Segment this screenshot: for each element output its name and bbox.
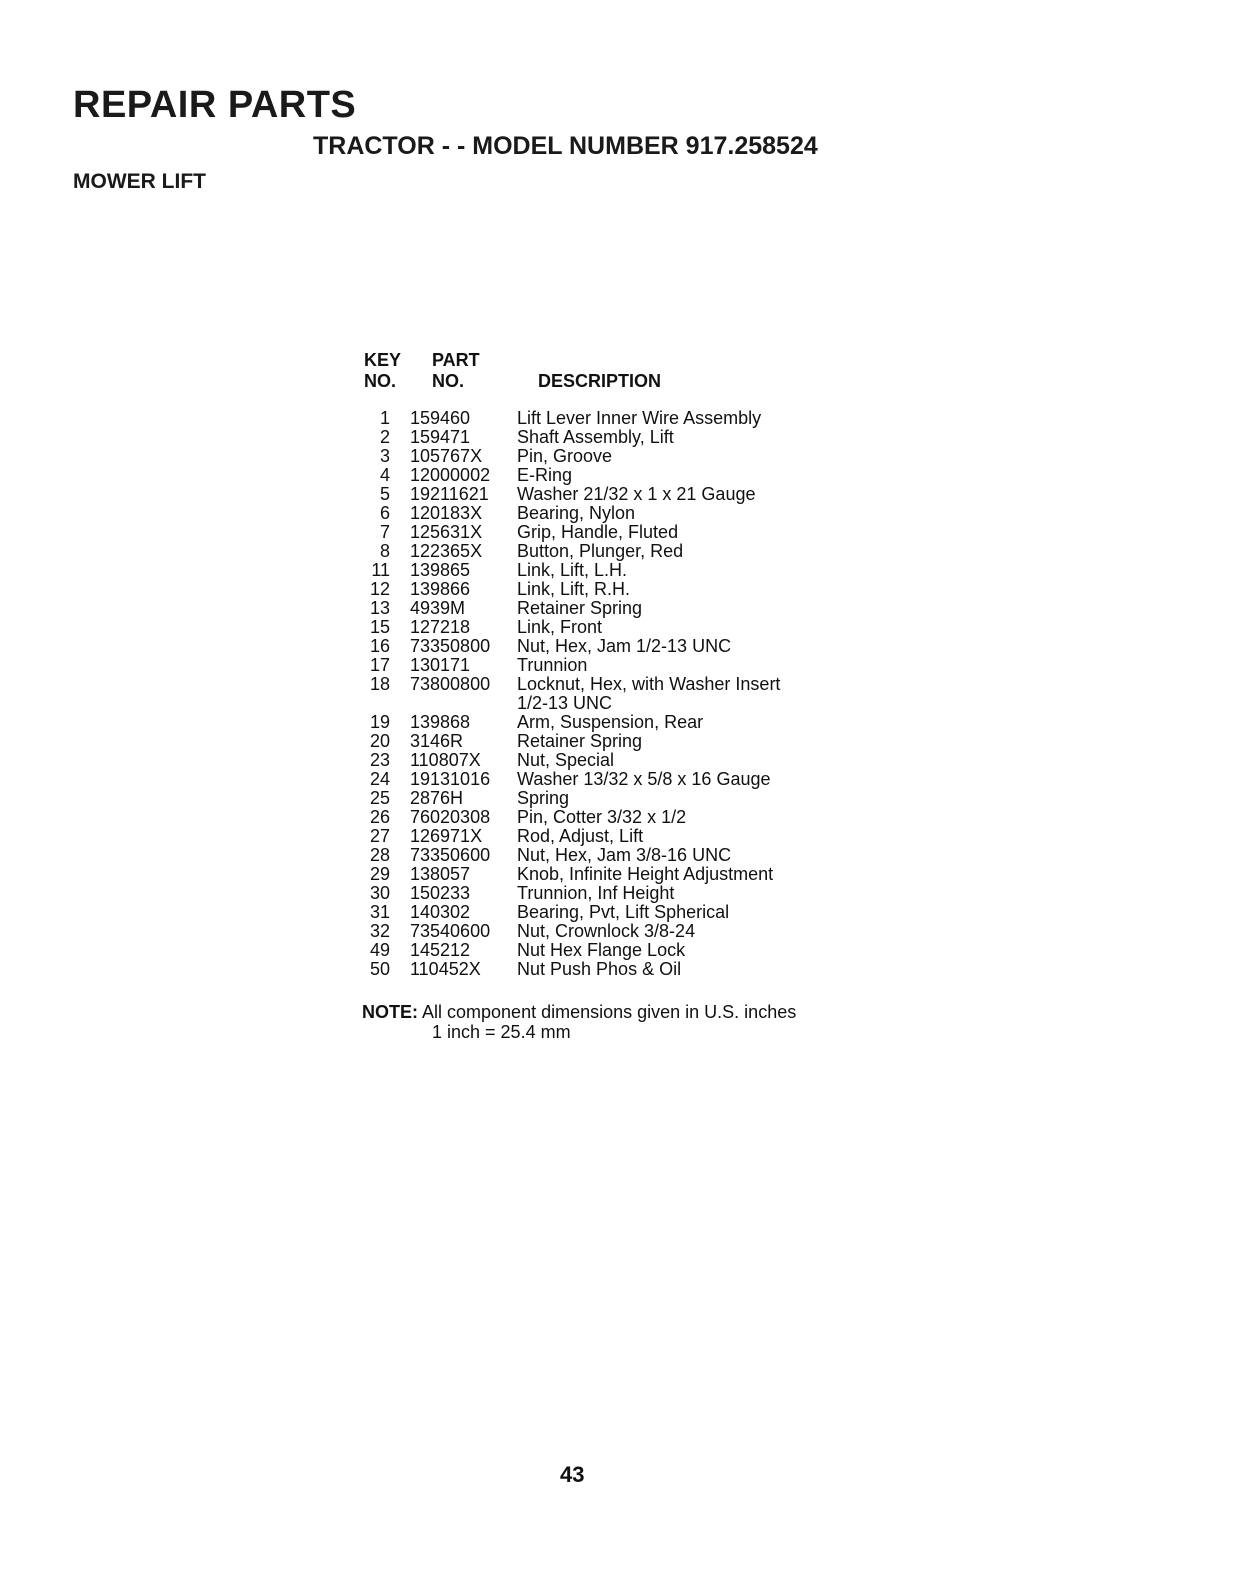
part-description xyxy=(517,504,860,523)
part-description xyxy=(517,808,860,827)
table-row xyxy=(360,485,860,504)
part-number: 139868 xyxy=(410,712,471,732)
part-number: 120183X xyxy=(410,503,483,523)
description-line: Washer 13/32 x 5/8 x 16 Gauge xyxy=(517,769,771,789)
part-number: 76020308 xyxy=(410,807,491,827)
description-line: Nut Hex Flange Lock xyxy=(517,940,686,960)
table-row xyxy=(360,428,860,447)
part-description xyxy=(517,903,860,922)
part-description xyxy=(517,656,860,675)
part-number: 159460 xyxy=(410,408,471,428)
part-number: 139866 xyxy=(410,579,471,599)
key-number: 28 xyxy=(369,845,390,865)
part-description xyxy=(517,466,860,485)
description-line: Button, Plunger, Red xyxy=(517,541,684,561)
description-line: Link, Lift, R.H. xyxy=(517,579,631,599)
description-header: DESCRIPTION xyxy=(538,371,662,391)
key-number: 24 xyxy=(369,769,390,789)
table-row xyxy=(360,941,860,960)
part-number: 127218 xyxy=(410,617,471,637)
part-number: 159471 xyxy=(410,427,471,447)
part-description xyxy=(517,428,860,447)
key-number: 19 xyxy=(369,712,390,732)
part-description xyxy=(517,618,860,637)
description-line: Nut, Crownlock 3/8-24 xyxy=(517,921,696,941)
table-row xyxy=(360,675,860,713)
description-line: Retainer Spring xyxy=(517,598,643,618)
description-line: 1/2-13 UNC xyxy=(517,693,613,713)
description-line: Grip, Handle, Fluted xyxy=(517,522,679,542)
part-description xyxy=(517,846,860,865)
key-number: 27 xyxy=(369,826,390,846)
part-description xyxy=(517,713,860,732)
table-row xyxy=(360,713,860,732)
key-number: 32 xyxy=(369,921,390,941)
key-number: 15 xyxy=(369,617,390,637)
part-number: 110807X xyxy=(410,750,481,770)
key-number: 12 xyxy=(369,579,390,599)
description-line: Bearing, Pvt, Lift Spherical xyxy=(517,902,730,922)
table-row xyxy=(360,751,860,770)
description-line: Link, Lift, L.H. xyxy=(517,560,628,580)
table-row xyxy=(360,884,860,903)
key-number: 23 xyxy=(369,750,390,770)
part-description xyxy=(517,751,860,770)
part-number: 73540600 xyxy=(410,921,491,941)
key-number: 4 xyxy=(379,465,390,485)
key-number: 29 xyxy=(369,864,390,884)
key-number: 26 xyxy=(369,807,390,827)
part-number: 73350600 xyxy=(410,845,491,865)
table-row xyxy=(360,846,860,865)
table-row xyxy=(360,770,860,789)
description-line: Nut, Hex, Jam 3/8-16 UNC xyxy=(517,845,732,865)
key-number: 16 xyxy=(369,636,390,656)
part-description xyxy=(517,542,860,561)
key-number: 25 xyxy=(369,788,390,808)
description-line: Locknut, Hex, with Washer Insert xyxy=(517,674,781,694)
key-number: 20 xyxy=(369,731,390,751)
table-row xyxy=(360,561,860,580)
description-line: Pin, Cotter 3/32 x 1/2 xyxy=(517,807,687,827)
description-line: Rod, Adjust, Lift xyxy=(517,826,644,846)
part-description xyxy=(517,599,860,618)
table-row xyxy=(360,637,860,656)
description-line: Link, Front xyxy=(517,617,603,637)
description-line: Knob, Infinite Height Adjustment xyxy=(517,864,774,884)
description-line: Pin, Groove xyxy=(517,446,613,466)
description-line: Trunnion, Inf Height xyxy=(517,883,675,903)
table-row xyxy=(360,466,860,485)
part-description xyxy=(517,922,860,941)
part-number: 150233 xyxy=(410,883,471,903)
key-number: 6 xyxy=(379,503,390,523)
part-no-header: PART NO. xyxy=(432,350,480,391)
part-description xyxy=(517,447,860,466)
part-number: 125631X xyxy=(410,522,483,542)
description-line: Nut, Special xyxy=(517,750,615,770)
description-line: Spring xyxy=(517,788,570,808)
description-line: Retainer Spring xyxy=(517,731,643,751)
key-number: 5 xyxy=(379,484,390,504)
part-number: 2876H xyxy=(410,788,464,808)
table-row xyxy=(360,542,860,561)
description-line: Trunnion xyxy=(517,655,588,675)
part-description xyxy=(517,884,860,903)
note-text: All component dimensions given in U.S. inches xyxy=(422,1002,797,1022)
table-row xyxy=(360,447,860,466)
part-number: 3146R xyxy=(410,731,464,751)
part-number: 73350800 xyxy=(410,636,491,656)
description-line: Nut Push Phos & Oil xyxy=(517,959,682,979)
key-number: 49 xyxy=(369,940,390,960)
part-description xyxy=(517,789,860,808)
table-row xyxy=(360,409,860,428)
table-row xyxy=(360,827,860,846)
part-number: 12000002 xyxy=(410,465,491,485)
section-title: MOWER LIFT xyxy=(73,170,206,193)
key-number: 50 xyxy=(369,959,390,979)
key-number: 13 xyxy=(369,598,390,618)
table-row xyxy=(360,656,860,675)
description-line: Nut, Hex, Jam 1/2-13 UNC xyxy=(517,636,732,656)
part-number: 126971X xyxy=(410,826,483,846)
table-row xyxy=(360,599,860,618)
table-row xyxy=(360,808,860,827)
table-row xyxy=(360,580,860,599)
part-description xyxy=(517,770,860,789)
part-number: 122365X xyxy=(410,541,483,561)
part-number: 19211621 xyxy=(410,484,489,504)
part-number: 110452X xyxy=(410,959,481,979)
part-description xyxy=(517,941,860,960)
part-number: 105767X xyxy=(410,446,483,466)
part-description xyxy=(517,732,860,751)
part-description xyxy=(517,523,860,542)
note xyxy=(362,1002,796,1022)
key-number: 31 xyxy=(369,902,390,922)
part-description xyxy=(517,827,860,846)
part-number: 19131016 xyxy=(410,769,491,789)
key-number: 3 xyxy=(379,446,390,466)
table-row xyxy=(360,903,860,922)
key-number: 7 xyxy=(379,522,390,542)
table-row xyxy=(360,504,860,523)
key-number: 1 xyxy=(379,408,390,428)
key-number: 2 xyxy=(379,427,390,447)
table-row xyxy=(360,618,860,637)
note-label: NOTE: xyxy=(362,1002,418,1022)
part-number: 73800800 xyxy=(410,674,491,694)
part-number: 130171 xyxy=(410,655,471,675)
part-description xyxy=(517,580,860,599)
part-description xyxy=(517,409,860,428)
part-description xyxy=(517,865,860,884)
page-title: REPAIR PARTS xyxy=(73,84,357,126)
key-number: 18 xyxy=(369,674,390,694)
page-number: 43 xyxy=(560,1462,585,1487)
description-line: Washer 21/32 x 1 x 21 Gauge xyxy=(517,484,756,504)
table-row xyxy=(360,789,860,808)
description-line: E-Ring xyxy=(517,465,573,485)
note-conversion: 1 inch = 25.4 mm xyxy=(432,1022,571,1042)
key-number: 30 xyxy=(369,883,390,903)
part-description xyxy=(517,960,860,979)
table-row xyxy=(360,922,860,941)
part-number: 140302 xyxy=(410,902,471,922)
part-number: 139865 xyxy=(410,560,471,580)
key-number: 11 xyxy=(371,560,390,580)
table-row xyxy=(360,523,860,542)
part-number: 4939M xyxy=(410,598,466,618)
table-row xyxy=(360,865,860,884)
key-no-header: KEY NO. xyxy=(364,350,402,391)
description-line: Bearing, Nylon xyxy=(517,503,636,523)
part-number: 138057 xyxy=(410,864,471,884)
part-number: 145212 xyxy=(410,940,471,960)
description-line: Shaft Assembly, Lift xyxy=(517,427,674,447)
part-description xyxy=(517,485,860,504)
key-number: 17 xyxy=(369,655,390,675)
part-description xyxy=(517,561,860,580)
parts-list xyxy=(360,409,860,979)
part-description xyxy=(517,675,860,713)
description-line: Lift Lever Inner Wire Assembly xyxy=(517,408,762,428)
table-row xyxy=(360,960,860,979)
description-line: Arm, Suspension, Rear xyxy=(517,712,704,732)
part-description xyxy=(517,637,860,656)
key-number: 8 xyxy=(379,541,390,561)
table-row xyxy=(360,732,860,751)
model-subtitle: TRACTOR - - MODEL NUMBER 917.258524 xyxy=(313,132,818,160)
